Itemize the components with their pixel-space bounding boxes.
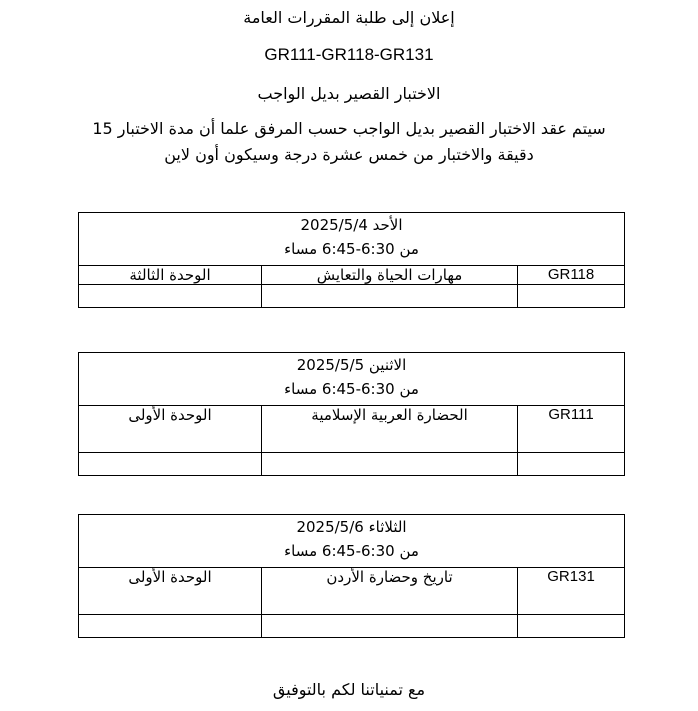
empty-cell (79, 285, 262, 308)
course-unit-cell: الوحدة الأولى (79, 406, 262, 453)
session-day-date: الاثنين 2025/5/5 (296, 356, 407, 374)
session-day-date: الثلاثاء 2025/5/6 (296, 518, 407, 536)
session-header (79, 353, 625, 406)
empty-row (79, 453, 625, 476)
announcement-body-line-2: دقيقة والاختبار من خمس عشرة درجة وسيكون أون لاين (164, 145, 534, 164)
empty-row (79, 615, 625, 638)
course-unit-cell: الوحدة الأولى (79, 568, 262, 615)
session-header (79, 213, 625, 266)
course-code-cell: GR111 (518, 406, 625, 453)
empty-cell (518, 453, 625, 476)
empty-cell (262, 453, 518, 476)
course-codes: GR111-GR118-GR131 (264, 45, 434, 64)
announcement-body-line-1: سيتم عقد الاختبار القصير بديل الواجب حسب المرفق علما أن مدة الاختبار 15 (92, 119, 606, 138)
schedule-table-tuesday (78, 514, 625, 638)
empty-cell (79, 615, 262, 638)
course-subject-cell: الحضارة العربية الإسلامية (262, 406, 518, 453)
empty-cell (518, 285, 625, 308)
course-unit-cell: الوحدة الثالثة (79, 266, 262, 285)
course-subject-cell: مهارات الحياة والتعايش (262, 266, 518, 285)
closing-line: مع تمنياتنا لكم بالتوفيق (272, 680, 426, 699)
empty-row (79, 285, 625, 308)
empty-cell (262, 615, 518, 638)
empty-cell (518, 615, 625, 638)
schedule-table-monday (78, 352, 625, 476)
empty-cell (79, 453, 262, 476)
session-day-date: الأحد 2025/5/4 (300, 216, 403, 234)
session-header (79, 515, 625, 568)
course-code-cell: GR118 (518, 266, 625, 285)
course-code-cell: GR131 (518, 568, 625, 615)
course-subject-cell: تاريخ وحضارة الأردن (262, 568, 518, 615)
empty-cell (262, 285, 518, 308)
session-time: من 6:30-6:45 مساء (284, 380, 419, 398)
schedule-table-sunday (78, 212, 625, 308)
session-time: من 6:30-6:45 مساء (284, 240, 419, 258)
session-time: من 6:30-6:45 مساء (284, 542, 419, 560)
announcement-title: إعلان إلى طلبة المقررات العامة (243, 8, 455, 27)
announcement-subtitle: الاختبار القصير بديل الواجب (257, 84, 441, 103)
